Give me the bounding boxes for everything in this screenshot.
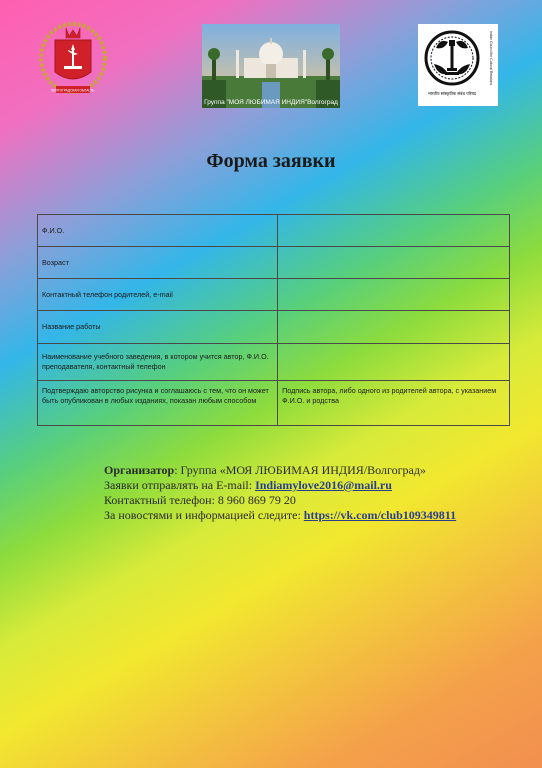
form-label-work-title: Название работы (38, 311, 278, 344)
photo-caption: Группа "МОЯ ЛЮБИМАЯ ИНДИЯ"Волгоград (204, 99, 338, 106)
email-line (104, 478, 456, 493)
emblem-text: ВОЛГОГРАДСКАЯ ОБЛАСТЬ (51, 88, 95, 93)
organizer-label: Организатор (104, 463, 175, 477)
organizer-line (104, 463, 456, 478)
form-field-fio[interactable] (278, 215, 510, 247)
form-field-age[interactable] (278, 247, 510, 279)
form-field-work-title[interactable] (278, 311, 510, 344)
form-signature-note[interactable]: Подпись автора, либо одного из родителей автора, с указанием Ф.И.О. и родства (278, 381, 510, 426)
form-row-school (38, 344, 510, 381)
form-row-fio (38, 215, 510, 247)
iccr-name-text: Indian Council for Cultural Relations (489, 30, 493, 86)
form-row-work-title (38, 311, 510, 344)
form-label-consent: Подтверждаю авторство рисунка и соглашаюсь с тем, что он может быть опубликован в любых изданиях, показан любым способом (38, 381, 278, 426)
form-row-contacts (38, 279, 510, 311)
form-row-age (38, 247, 510, 279)
phone-line: Контактный телефон: 8 960 869 79 20 (104, 493, 296, 507)
form-label-age: Возраст (38, 247, 278, 279)
page-title: Форма заявки (206, 150, 336, 172)
organizer-info (104, 463, 456, 523)
form-label-fio: Ф.И.О. (38, 215, 278, 247)
vk-link[interactable]: https://vk.com/club109349811 (303, 508, 457, 522)
application-form-table (37, 214, 510, 426)
form-label-contacts: Контактный телефон родителей, e-mail (38, 279, 278, 311)
news-line (104, 508, 456, 523)
iccr-hindi-text: भारतीय सांस्कृतिक संबंध परिषद (427, 91, 477, 96)
taj-mahal-photo (202, 24, 340, 108)
form-label-school: Наименование учебного заведения, в котором учится автор, Ф.И.О. преподавателя, контактный телефон (38, 344, 278, 381)
iccr-logo (418, 24, 498, 106)
email-link[interactable]: Indiamylove2016@mail.ru (255, 478, 392, 492)
form-row-consent (38, 381, 510, 426)
email-prefix: Заявки отправлять на E-mail: (104, 478, 256, 492)
form-field-contacts[interactable] (278, 279, 510, 311)
organizer-value: : Группа «МОЯ ЛЮБИМАЯ ИНДИЯ/Волгоград» (174, 463, 426, 477)
form-field-school[interactable] (278, 344, 510, 381)
news-prefix: За новостями и информацией следите: (104, 508, 304, 522)
volgograd-emblem-logo (38, 20, 108, 100)
